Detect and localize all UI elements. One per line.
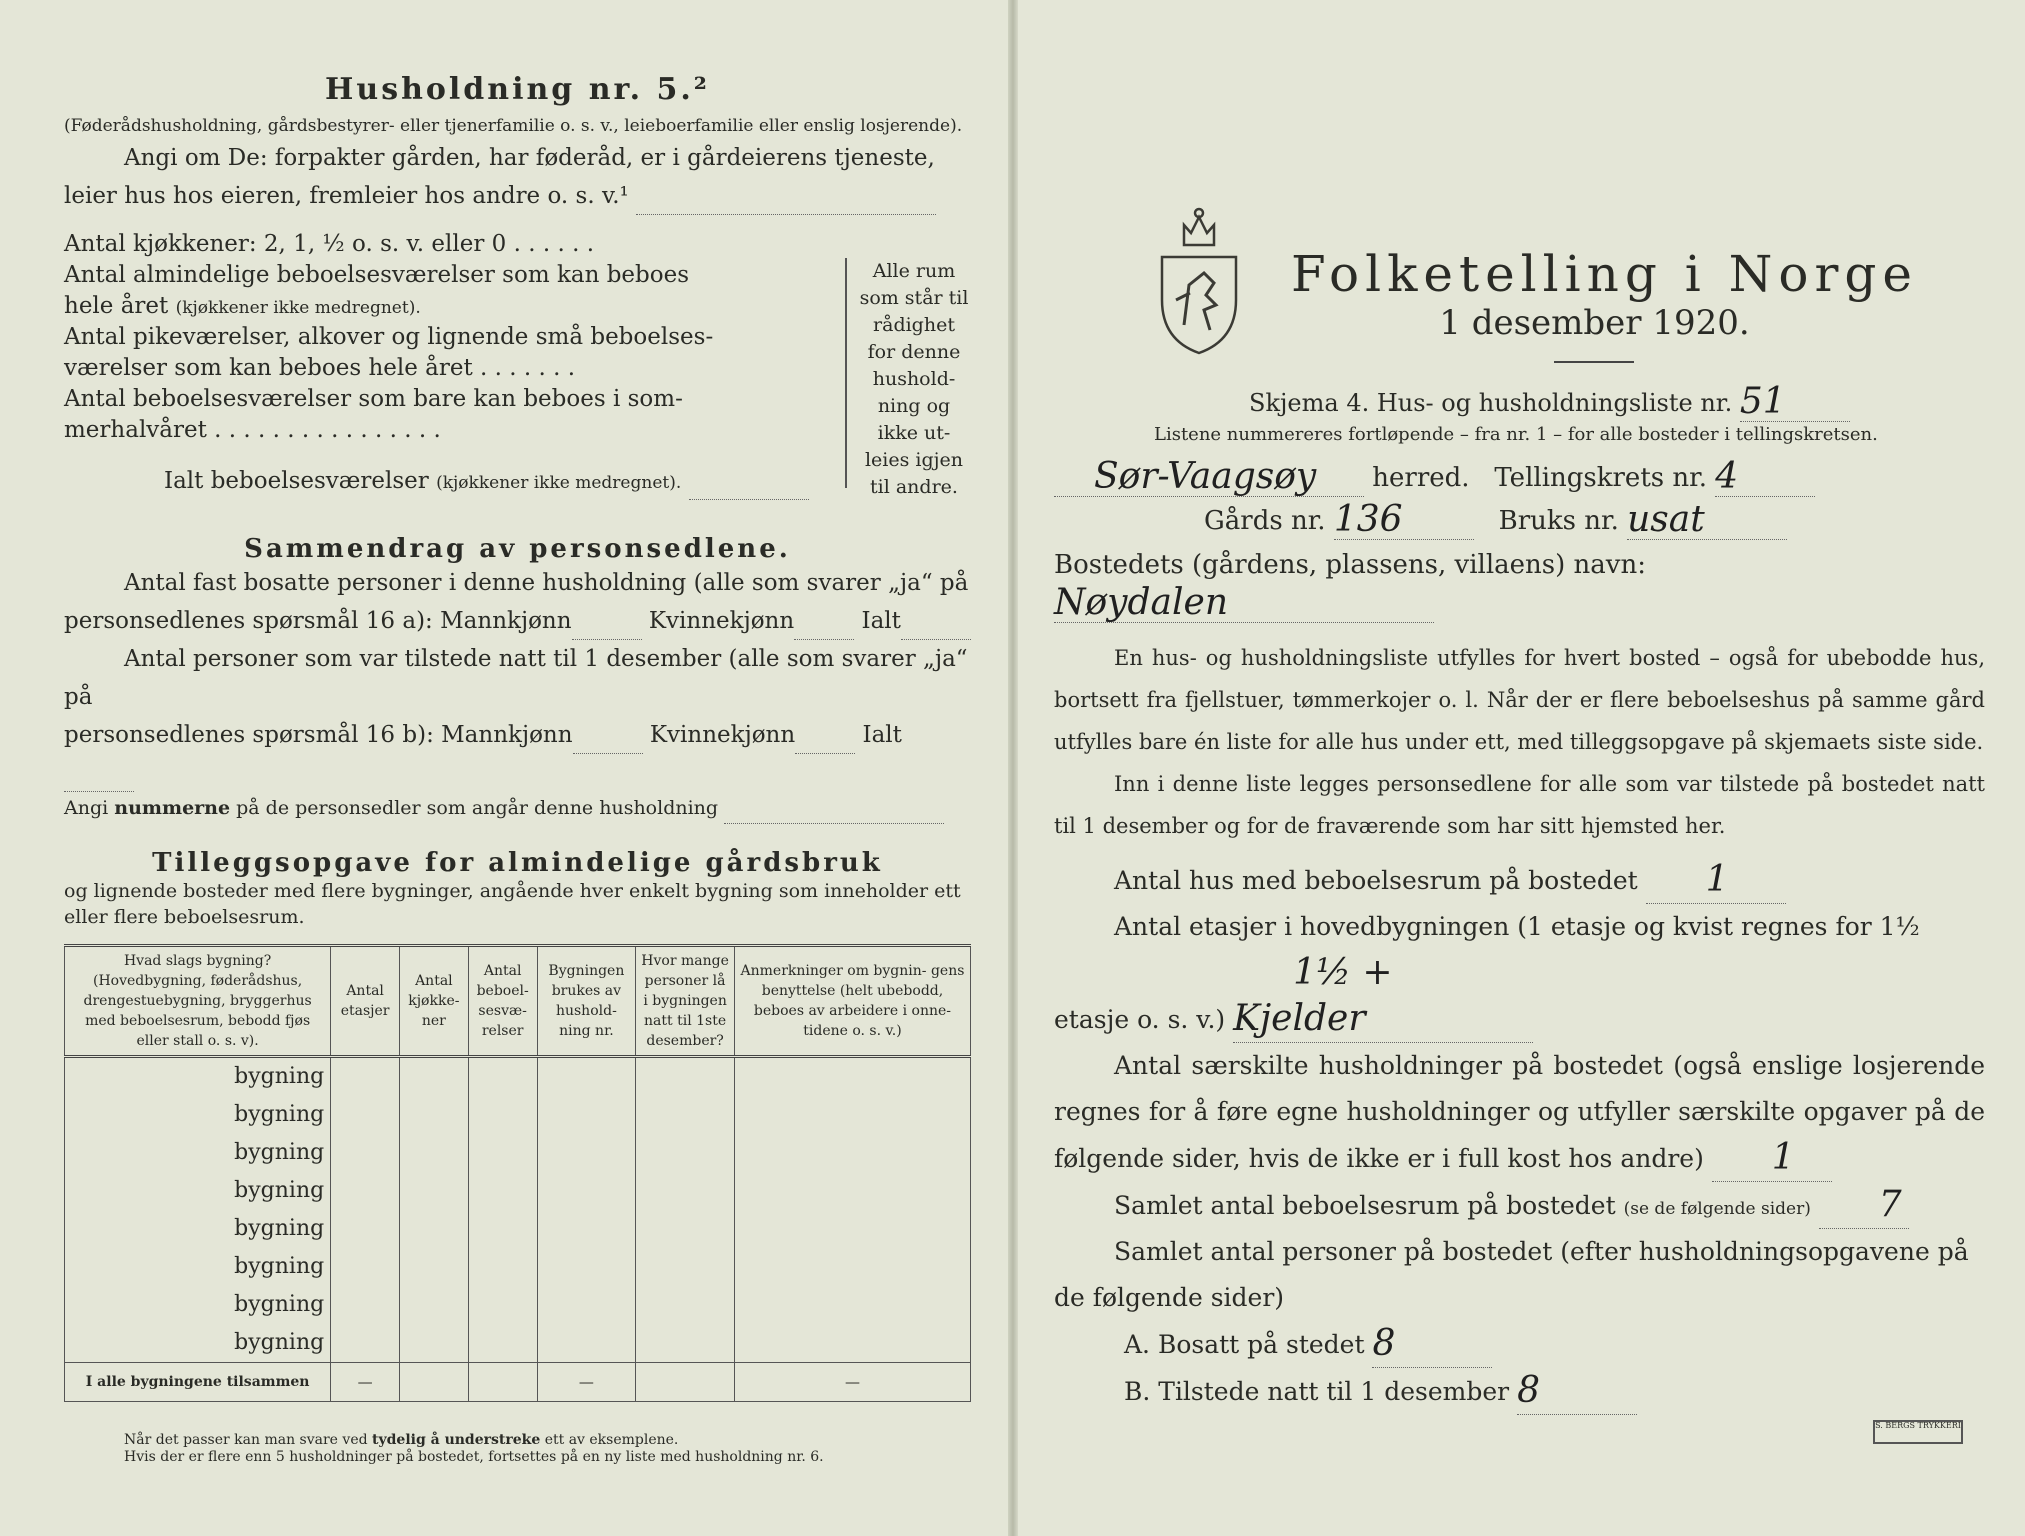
rum-label-small: (se de følgende sider) bbox=[1623, 1199, 1811, 1219]
table-cell[interactable] bbox=[399, 1210, 468, 1248]
table-header-cell: Antal etasjer bbox=[331, 946, 400, 1057]
table-row bbox=[65, 1248, 971, 1286]
table-cell[interactable] bbox=[468, 1172, 537, 1210]
fast-ialt-label: Ialt bbox=[861, 608, 901, 634]
building-type-cell[interactable]: bygning bbox=[65, 1210, 331, 1248]
building-type-cell[interactable]: bygning bbox=[65, 1324, 331, 1363]
sommer-line-2: merhalvåret . . . . . . . . . . . . . . . . bbox=[64, 417, 441, 443]
table-cell[interactable] bbox=[636, 1286, 735, 1324]
table-cell[interactable] bbox=[734, 1324, 970, 1363]
table-header-cell: Anmerkninger om bygnin- gens benyttelse (helt ubebodd, beboes av arbeidere i onne- tidene o. s. v.) bbox=[734, 946, 970, 1057]
total-anm: — bbox=[734, 1363, 970, 1402]
angi-line-2-row bbox=[64, 177, 971, 215]
table-cell[interactable] bbox=[734, 1248, 970, 1286]
alminnelige-line-2-row bbox=[64, 291, 834, 322]
sommer-line-1: Antal beboelsesværelser som bare kan beboes i som- bbox=[64, 386, 683, 412]
table-cell[interactable] bbox=[331, 1096, 400, 1134]
printer-stamp: S. BERGS TRYKKERI bbox=[1873, 1420, 1963, 1444]
summary-p1b: personsedlenes spørsmål 16 a): Mannkjønn bbox=[64, 608, 572, 634]
table-cell[interactable] bbox=[734, 1286, 970, 1324]
table-cell[interactable] bbox=[331, 1134, 400, 1172]
alminnelige-line-2b: (kjøkkener ikke medregnet). bbox=[175, 298, 421, 318]
table-header-cell: Hvor mange personer lå i bygningen natt til 1ste desember? bbox=[636, 946, 735, 1057]
table-header-cell: Hvad slags bygning? (Hovedbygning, føderådshus, drengestuebygning, bryggerhus med beboelsesrum, bebodd fjøs eller stall o. s. v). bbox=[65, 946, 331, 1057]
skjema-nr[interactable]: 51 bbox=[1740, 383, 1850, 422]
ialt-label: Ialt beboelsesværelser bbox=[164, 468, 429, 494]
bosatt-label: A. Bosatt på stedet bbox=[1124, 1330, 1365, 1359]
table-cell[interactable] bbox=[636, 1057, 735, 1097]
skjema-row bbox=[1054, 383, 1985, 422]
summary-p2a: Antal personer som var tilstede natt til 1 desember (alle som svarer „ja“ på bbox=[64, 646, 968, 710]
table-cell[interactable] bbox=[399, 1134, 468, 1172]
foot1c: ett av eksemplene. bbox=[544, 1432, 679, 1448]
bosatt-row bbox=[1054, 1321, 1985, 1368]
total-husholdning: — bbox=[537, 1363, 636, 1402]
tilst-ialt-label: Ialt bbox=[862, 722, 902, 748]
krets-label: Tellingskrets nr. bbox=[1494, 463, 1707, 493]
total-rum[interactable] bbox=[468, 1363, 537, 1402]
table-header-cell: Antal kjøkke- ner bbox=[399, 946, 468, 1057]
angi-line-1: Angi om De: forpakter gården, har føderåd, er i gårdeierens tjeneste, bbox=[124, 145, 935, 171]
alminnelige-line-2: hele året bbox=[64, 293, 169, 319]
table-cell[interactable] bbox=[468, 1324, 537, 1363]
rum-label: Samlet antal beboelsesrum på bostedet bbox=[1114, 1191, 1616, 1220]
summary-p1a: Antal fast bosatte personer i denne husholdning (alle som svarer „ja“ på bbox=[124, 570, 969, 596]
table-cell[interactable] bbox=[537, 1286, 636, 1324]
herred-row bbox=[1054, 458, 1985, 497]
table-cell[interactable] bbox=[331, 1248, 400, 1286]
table-cell[interactable] bbox=[537, 1210, 636, 1248]
summary-p1b-row bbox=[64, 602, 971, 640]
title-rule bbox=[1554, 361, 1634, 363]
table-cell[interactable] bbox=[468, 1096, 537, 1134]
personer-row bbox=[1054, 1229, 1985, 1321]
footnote-1 bbox=[64, 1432, 971, 1449]
total-label: I alle bygningene tilsammen bbox=[65, 1363, 331, 1402]
table-cell[interactable] bbox=[399, 1324, 468, 1363]
table-cell[interactable] bbox=[331, 1172, 400, 1210]
angi-nummer-a: Angi bbox=[64, 797, 109, 819]
angi-nummer-fill[interactable] bbox=[724, 823, 944, 824]
table-cell[interactable] bbox=[399, 1248, 468, 1286]
etasjer-value[interactable]: 1½ + Kjelder bbox=[1233, 950, 1533, 1043]
table-cell[interactable] bbox=[399, 1172, 468, 1210]
table-row bbox=[65, 1324, 971, 1363]
husholdninger-row bbox=[1054, 1043, 1985, 1182]
angi-nummer-row bbox=[64, 792, 971, 824]
angi-line-2: leier hus hos eieren, fremleier hos andre o. s. v.¹ bbox=[64, 183, 629, 209]
bosted-label: Bostedets (gårdens, plassens, villaens) navn: bbox=[1054, 550, 1646, 580]
summary-title: Sammendrag av personsedlene. bbox=[244, 534, 791, 564]
hus-label: Antal hus med beboelsesrum på bostedet bbox=[1114, 866, 1638, 895]
table-header-cell: Antal beboel- sesvæ- relser bbox=[468, 946, 537, 1057]
rooms-block bbox=[64, 229, 834, 500]
table-cell[interactable] bbox=[636, 1210, 735, 1248]
rum-value[interactable]: 7 bbox=[1819, 1182, 1909, 1229]
brace-line bbox=[845, 258, 849, 488]
table-cell[interactable] bbox=[331, 1286, 400, 1324]
pike-line-2: værelser som kan beboes hele året . . . . . . . bbox=[64, 355, 576, 381]
table-header-cell: Bygningen brukes av hushold- ning nr. bbox=[537, 946, 636, 1057]
table-cell[interactable] bbox=[537, 1057, 636, 1097]
rum-row bbox=[1054, 1182, 1985, 1229]
gards-value[interactable]: 136 bbox=[1334, 501, 1474, 540]
listene-note: Listene nummereres fortløpende – fra nr. 1 – for alle bosteder i tellingskretsen. bbox=[1154, 424, 1878, 445]
info1b: Når der er flere beboelseshus på samme gård utfylles bare én liste for alle hus under ett, med tilleggsopgave på skjemaets siste side. bbox=[1054, 688, 1985, 754]
table-cell[interactable] bbox=[468, 1134, 537, 1172]
angi-nummer-c: på de personsedler som angår denne husholdning bbox=[236, 797, 719, 819]
summary-p2b: personsedlenes spørsmål 16 b): Mannkjønn bbox=[64, 722, 573, 748]
table-cell[interactable] bbox=[468, 1248, 537, 1286]
building-type-cell[interactable]: bygning bbox=[65, 1248, 331, 1286]
tilst-mann-fill[interactable] bbox=[573, 753, 643, 754]
building-type-cell[interactable]: bygning bbox=[65, 1134, 331, 1172]
right-page bbox=[1014, 0, 2025, 1536]
building-type-cell[interactable]: bygning bbox=[65, 1096, 331, 1134]
table-cell[interactable] bbox=[399, 1286, 468, 1324]
table-cell[interactable] bbox=[734, 1096, 970, 1134]
bosted-value[interactable]: Nøydalen bbox=[1054, 584, 1434, 623]
table-cell[interactable] bbox=[399, 1096, 468, 1134]
herred-value[interactable]: Sør-Vaagsøy bbox=[1054, 458, 1364, 497]
etasjer-label: Antal etasjer i hovedbygningen (1 etasje og kvist regnes for 1½ etasje o. s. v.) bbox=[1054, 912, 1920, 1034]
table-body bbox=[65, 1057, 971, 1363]
tilstede-value[interactable]: 8 bbox=[1517, 1368, 1637, 1415]
angi-nummer-b: nummerne bbox=[114, 797, 231, 819]
table-cell[interactable] bbox=[636, 1134, 735, 1172]
footnote-2: Hvis der er flere enn 5 husholdninger på bostedet, fortsettes på en ny liste med husholdning nr. 6. bbox=[124, 1449, 824, 1465]
tillegg-text: og lignende bosteder med flere bygninger, angående hver enkelt bygning som inneholder ett eller flere beboelsesrum. bbox=[64, 880, 961, 928]
tilst-kvinne-fill[interactable] bbox=[795, 753, 855, 754]
building-type-cell[interactable]: bygning bbox=[65, 1057, 331, 1097]
table-cell[interactable] bbox=[537, 1096, 636, 1134]
ialt-label-b: (kjøkkener ikke medregnet). bbox=[436, 473, 682, 493]
rooms-side-note: Alle rum som står til rådighet for denne hushold- ning og ikke ut- leies igjen til andre. bbox=[859, 260, 969, 498]
table-row bbox=[65, 1210, 971, 1248]
kjokkener-line: Antal kjøkkener: 2, 1, ½ o. s. v. eller 0 . . . . . . bbox=[64, 231, 595, 257]
tillegg-title: Tilleggsopgave for almindelige gårdsbruk bbox=[152, 848, 883, 878]
foot1a: Når det passer kan man svare ved bbox=[124, 1432, 368, 1448]
tilst-kvinne-label: Kvinnekjønn bbox=[649, 722, 796, 748]
bosted-row bbox=[1054, 546, 1985, 623]
husholdninger-value[interactable]: 1 bbox=[1712, 1135, 1832, 1182]
ialt-row bbox=[64, 462, 834, 500]
table-cell[interactable] bbox=[537, 1248, 636, 1286]
angi-fill[interactable] bbox=[636, 214, 936, 215]
tilstede-label: B. Tilstede natt til 1 desember bbox=[1124, 1377, 1510, 1406]
bosatt-value[interactable]: 8 bbox=[1372, 1321, 1492, 1368]
table-cell[interactable] bbox=[734, 1172, 970, 1210]
household-title: Husholdning nr. 5.² bbox=[325, 72, 710, 107]
table-cell[interactable] bbox=[636, 1172, 735, 1210]
table-cell[interactable] bbox=[331, 1324, 400, 1363]
table-cell[interactable] bbox=[468, 1286, 537, 1324]
table-cell[interactable] bbox=[468, 1210, 537, 1248]
etasjer-row bbox=[1054, 904, 1985, 1043]
table-cell[interactable] bbox=[399, 1057, 468, 1097]
hus-row bbox=[1054, 857, 1985, 904]
table-cell[interactable] bbox=[537, 1324, 636, 1363]
info1: En hus- og husholdningsliste utfylles for hvert bosted – også for ubebodde hus, bortsett fra fjellstuer, tømmerkojer o. l. bbox=[1054, 646, 1985, 712]
table-cell[interactable] bbox=[331, 1057, 400, 1097]
table-cell[interactable] bbox=[636, 1324, 735, 1363]
gards-label: Gårds nr. bbox=[1204, 506, 1326, 536]
skjema-label: Skjema 4. Hus- og husholdningsliste nr. bbox=[1249, 389, 1733, 417]
krets-value[interactable]: 4 bbox=[1715, 458, 1815, 497]
table-row bbox=[65, 1057, 971, 1097]
table-row bbox=[65, 1172, 971, 1210]
total-personer[interactable] bbox=[636, 1363, 735, 1402]
info-paragraph-1 bbox=[1054, 637, 1985, 763]
bruks-label: Bruks nr. bbox=[1498, 506, 1619, 536]
total-etasjer: — bbox=[331, 1363, 400, 1402]
table-row bbox=[65, 1286, 971, 1324]
table-cell[interactable] bbox=[636, 1248, 735, 1286]
table-cell[interactable] bbox=[537, 1134, 636, 1172]
table-cell[interactable] bbox=[331, 1210, 400, 1248]
norway-coat-of-arms-icon bbox=[1154, 205, 1244, 355]
table-cell[interactable] bbox=[468, 1057, 537, 1097]
ialt-fill[interactable] bbox=[689, 499, 809, 500]
info-paragraph-2: Inn i denne liste legges personsedlene for alle som var tilstede på bostedet natt til 1 desember og for de fraværende som har sitt hjemsted her. bbox=[1054, 772, 1985, 838]
foot1b: tydelig å understreke bbox=[372, 1432, 541, 1448]
total-kjokkener[interactable] bbox=[399, 1363, 468, 1402]
hus-value[interactable]: 1 bbox=[1646, 857, 1786, 904]
herred-label: herred. bbox=[1372, 463, 1470, 493]
gards-row bbox=[1054, 501, 1985, 540]
fast-kvinne-label: Kvinnekjønn bbox=[648, 608, 795, 634]
census-date: 1 desember 1920. bbox=[1439, 303, 1750, 343]
summary-p2b-row bbox=[64, 716, 971, 792]
building-type-cell[interactable]: bygning bbox=[65, 1172, 331, 1210]
building-type-cell[interactable]: bygning bbox=[65, 1286, 331, 1324]
left-page bbox=[0, 0, 1012, 1536]
table-cell[interactable] bbox=[537, 1172, 636, 1210]
table-cell[interactable] bbox=[734, 1057, 970, 1097]
household-intro: (Føderådshusholdning, gårdsbestyrer- eller tjenerfamilie o. s. v., leieboerfamilie eller enslig losjerende). bbox=[64, 116, 963, 136]
table-row bbox=[65, 1096, 971, 1134]
personer-label: Samlet antal personer på bostedet (efter husholdningsopgavene på de følgende sider) bbox=[1054, 1237, 1969, 1312]
table-row bbox=[65, 1134, 971, 1172]
buildings-table bbox=[64, 944, 971, 1402]
table-cell[interactable] bbox=[734, 1134, 970, 1172]
alminnelige-line-1: Antal almindelige beboelsesværelser som kan beboes bbox=[64, 262, 690, 288]
husholdninger-label: Antal særskilte husholdninger på bostedet (også enslige losjerende regnes for å føre egne husholdninger og utfyller særskilte opgaver på de følgende sider, hvis de ikke er i full kost hos andre) bbox=[1054, 1051, 1985, 1173]
pike-line-1: Antal pikeværelser, alkover og lignende små beboelses- bbox=[64, 324, 714, 350]
census-title: Folketelling i Norge bbox=[1291, 245, 1918, 303]
table-cell[interactable] bbox=[636, 1096, 735, 1134]
table-header-row bbox=[65, 946, 971, 1057]
table-cell[interactable] bbox=[734, 1210, 970, 1248]
table-total-row bbox=[65, 1363, 971, 1402]
tilstede-row bbox=[1054, 1368, 1985, 1415]
bruks-value[interactable]: usat bbox=[1627, 501, 1787, 540]
